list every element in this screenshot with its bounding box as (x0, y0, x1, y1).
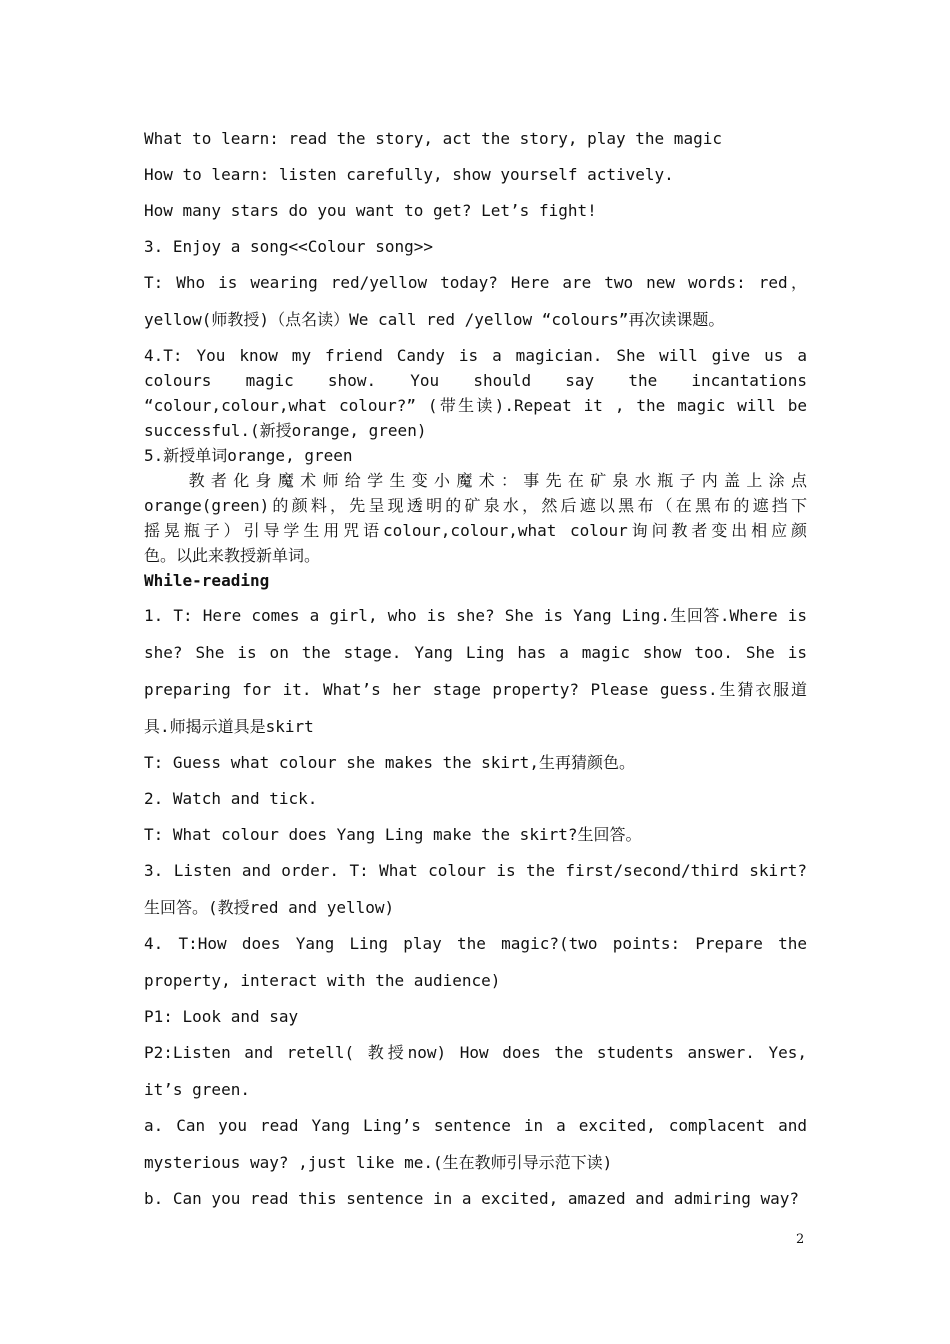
step-5-desc-3: 摇晃瓶子）引导学生用咒语colour,colour,what colour询问教者变出相应颜 (144, 521, 807, 540)
step-4-line-2: colours magic show. You should say the incantations (144, 371, 807, 390)
step-5-desc-2: orange(green)的颜料，先呈现透明的矿泉水，然后遮以黑布（在黑布的遮挡下 (144, 496, 807, 515)
wr-1-line-2: she? She is on the stage. Yang Ling has a magic show too. She is (144, 643, 807, 662)
wr-1-line-1: 1. T: Here comes a girl, who is she? She is Yang Ling.生回答.Where is (144, 606, 807, 625)
wr-2-question: T: What colour does Yang Ling make the skirt?生回答。 (144, 825, 642, 844)
wr-p2-line-2: it’s green. (144, 1080, 250, 1099)
step-4-line-4: successful.(新授orange, green) (144, 421, 427, 440)
wr-3-line-1: 3. Listen and order. T: What colour is the first/second/third skirt? (144, 861, 807, 880)
wr-2-watch: 2. Watch and tick. (144, 789, 318, 808)
wr-1-line-4: 具.师揭示道具是skirt (144, 717, 314, 736)
wr-p2-line-1: P2:Listen and retell( 教授now) How does the students answer. Yes, (144, 1043, 807, 1062)
stars-question-line: How many stars do you want to get? Let’s fight! (144, 201, 597, 220)
step-4-line-1: 4.T: You know my friend Candy is a magician. She will give us a (144, 346, 807, 365)
wr-a-line-2: mysterious way? ,just like me.(生在教师引导示范下读) (144, 1153, 613, 1172)
wr-3-line-2: 生回答。(教授red and yellow) (144, 898, 395, 917)
step-5-line: 5.新授单词orange, green (144, 446, 353, 465)
step-5-desc-1: 教者化身魔术师给学生变小魔术：事先在矿泉水瓶子内盖上涂点 (144, 471, 807, 490)
step-3-teacher-line-2: yellow(师教授)（点名读）We call red /yellow “colours”再次读课题。 (144, 310, 725, 329)
section-heading-while-reading: While-reading (144, 571, 270, 590)
goal-what-line: What to learn: read the story, act the story, play the magic (144, 129, 722, 148)
step-5-desc-4: 色。以此来教授新单词。 (144, 546, 321, 565)
wr-4-line-2: property, interact with the audience) (144, 971, 501, 990)
step-3-teacher-line: T: Who is wearing red/yellow today? Here are two new words: red， (144, 273, 807, 292)
goal-how-line: How to learn: listen carefully, show yourself actively. (144, 165, 674, 184)
step-4-paragraph (144, 343, 807, 593)
wr-a-line-1: a. Can you read Yang Ling’s sentence in a excited, complacent and (144, 1116, 807, 1135)
wr-guess-line: T: Guess what colour she makes the skirt,生再猜颜色。 (144, 753, 635, 772)
wr-p1-line: P1: Look and say (144, 1007, 299, 1026)
page-number: 2 (796, 1232, 805, 1247)
wr-4-line-1: 4. T:How does Yang Ling play the magic?(two points: Prepare the (144, 934, 807, 953)
wr-1-line-3: preparing for it. What’s her stage property? Please guess.生猜衣服道 (144, 680, 807, 699)
step-3-song: 3. Enjoy a song<<Colour song>> (144, 237, 433, 256)
wr-b-line: b. Can you read this sentence in a excited, amazed and admiring way? (144, 1189, 800, 1208)
step-4-line-3: “colour,colour,what colour?” (带生读).Repeat it , the magic will be (144, 396, 807, 415)
